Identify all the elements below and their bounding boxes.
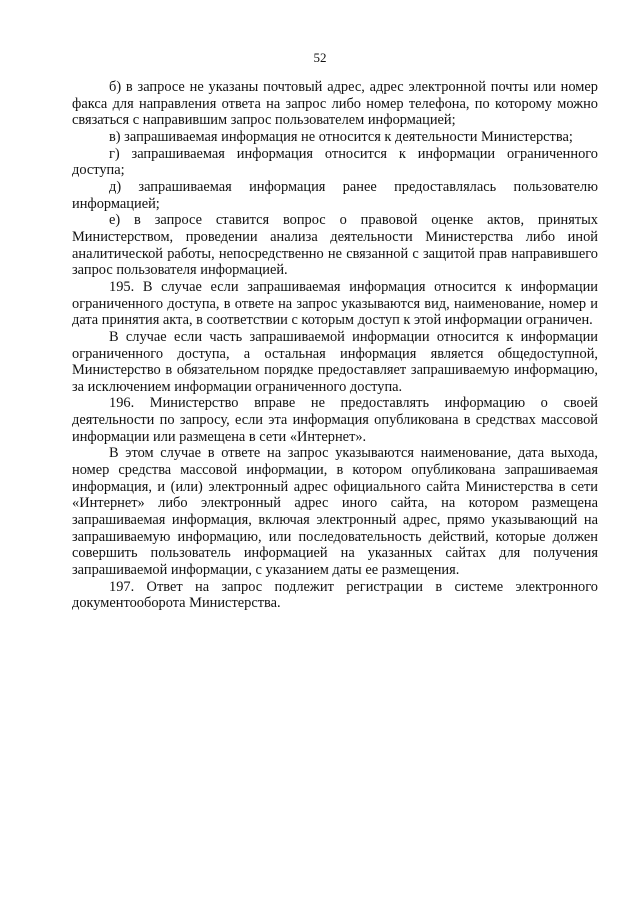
document-body [72, 79, 598, 612]
paragraph-196-continued: В этом случае в ответе на запрос указываются наименование, дата выхода, номер средства массовой информации, в котором опубликована запрашиваемая информация, и (или) электронный адрес официального сайта Министерства в сети «Интернет» либо электронный адрес иного сайта, на котором размещена запрашиваемая информация, включая электронный адрес, прямо указывающий на запрашиваемую информацию, или последовательность действий, которые должен совершить пользователь информацией на указанных сайтах для получения запрашиваемой информации, с указанием даты ее размещения. [72, 445, 598, 579]
paragraph-v: в) запрашиваемая информация не относится к деятельности Министерства; [109, 128, 573, 145]
paragraph-195: 195. В случае если запрашиваемая информация относится к информации ограниченного доступа, в ответе на запрос указываются вид, наименование, номер и дата принятия акта, в соответствии с которым доступ к этой информации ограничен. [72, 278, 598, 329]
paragraph-197: 197. Ответ на запрос подлежит регистрации в системе электронного документооборота Министерства. [72, 578, 598, 612]
page-number: 52 [313, 50, 327, 65]
paragraph-g: г) запрашиваемая информация относится к информации ограниченного доступа; [72, 145, 598, 179]
paragraph-d: д) запрашиваемая информация ранее предоставлялась пользователю информацией; [72, 178, 598, 212]
paragraph-b: б) в запросе не указаны почтовый адрес, адрес электронной почты или номер факса для направления ответа на запрос либо номер телефона, по которому можно связаться с направившим запрос пользователем информацией; [72, 79, 598, 129]
paragraph-195-continued: В случае если часть запрашиваемой информации относится к информации ограниченного доступа, а остальная информация является общедоступной, Министерство в обязательном порядке предоставляет запрашиваемую информацию, за исключением информации ограниченного доступа. [72, 328, 598, 395]
paragraph-e: е) в запросе ставится вопрос о правовой оценке актов, принятых Министерством, проведении анализа деятельности Министерства либо иной аналитической работы, непосредственно не связанной с защитой прав направившего запрос пользователя информацией. [72, 212, 598, 279]
paragraph-196: 196. Министерство вправе не предоставлять информацию о своей деятельности по запросу, если эта информация опубликована в средствах массовой информации или размещена в сети «Интернет». [72, 395, 598, 445]
